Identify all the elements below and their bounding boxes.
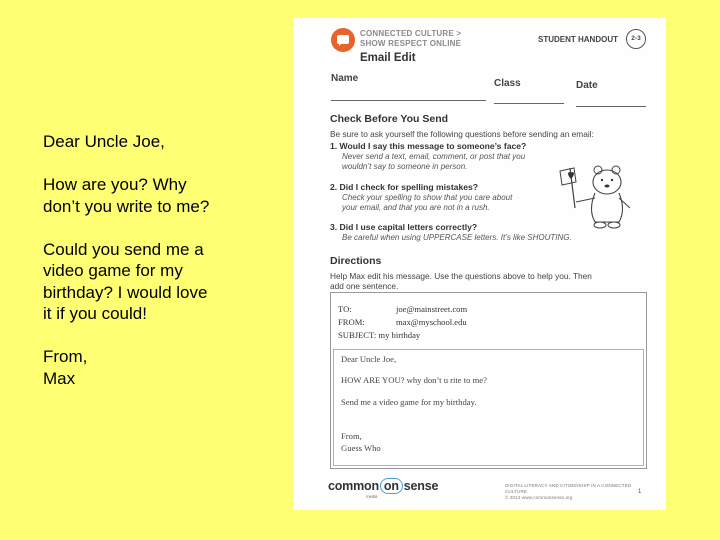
directions-text: Help Max edit his message. Use the questions above to help you. Then add one sentence.: [330, 271, 592, 291]
bear-mascot-icon: [558, 160, 648, 235]
directions-title: Directions: [330, 255, 382, 267]
email-message-box: [333, 349, 644, 466]
question-2: 2. Did I check for spelling mistakes? Check your spelling to show that you care about your email, and that you are not in a rush.: [330, 182, 513, 212]
date-label: Date: [576, 80, 598, 91]
check-section-title: Check Before You Send: [330, 113, 449, 125]
letter-closing: From, Max: [43, 347, 88, 388]
email-to-row: TO: joe@mainstreet.com: [338, 304, 468, 314]
letter-paragraph-1: How are you? Why don’t you write to me?: [43, 175, 210, 216]
common-sense-logo: common on sense media: [328, 479, 439, 499]
question-1: 1. Would I say this message to someone’s face? Never send a text, email, comment, or post that you wouldn’t say to someone in person.: [330, 141, 527, 171]
date-line: [576, 106, 646, 107]
page-number: 1: [638, 489, 642, 495]
student-handout-label: STUDENT HANDOUT: [538, 35, 618, 44]
letter-greeting: Dear Uncle Joe,: [43, 132, 165, 151]
name-line: [331, 100, 486, 101]
email-line-question: HOW ARE YOU? why don’t u rite to me?: [341, 375, 487, 385]
name-label: Name: [331, 73, 359, 84]
handout-title: Email Edit: [360, 52, 416, 64]
email-sign-name: Guess Who: [341, 443, 381, 453]
letter-paragraph-2: Could you send me a video game for my birthday? I would love it if you could!: [43, 239, 208, 323]
check-intro: Be sure to ask yourself the following questions before sending an email:: [330, 129, 594, 139]
chat-bubble-icon: [331, 28, 355, 52]
letter-text: [43, 131, 263, 411]
email-subject-row: SUBJECT: my birthday: [338, 330, 421, 340]
student-handout-page: [293, 18, 666, 510]
question-3: 3. Did I use capital letters correctly? Be careful when using UPPERCASE letters. It’s like SHOUTING.: [330, 222, 572, 242]
class-label: Class: [494, 78, 521, 89]
class-line: [494, 103, 564, 104]
email-from-row: FROM: max@myschool.edu: [338, 317, 467, 327]
footer-copyright: DIGITAL LITERACY AND CITIZENSHIP IN A CONNECTED CULTURE © 2012 www.commonsense.org: [505, 483, 632, 500]
email-line-request: Send me a video game for my birthday.: [341, 397, 477, 407]
email-sign-from: From,: [341, 431, 362, 441]
email-mockup: [330, 292, 647, 469]
email-line-greeting: Dear Uncle Joe,: [341, 354, 397, 364]
grade-badge: 2-3: [626, 29, 646, 49]
handout-series-title: CONNECTED CULTURE > SHOW RESPECT ONLINE: [360, 29, 462, 48]
